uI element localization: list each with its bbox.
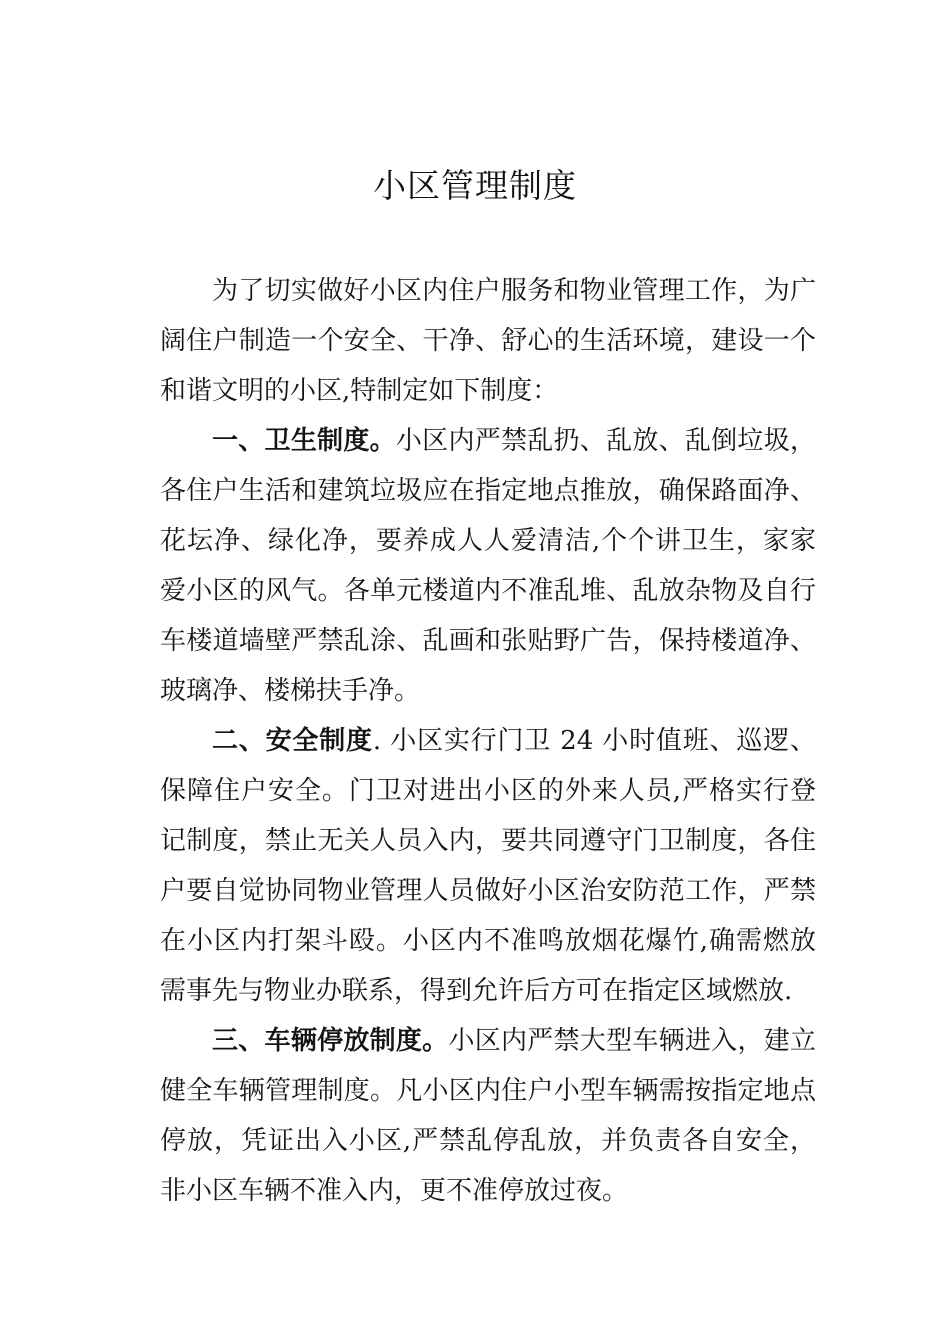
section-sanitation bbox=[160, 416, 816, 716]
section-heading-security: 二、安全制度 bbox=[212, 726, 373, 756]
intro-paragraph: 为了切实做好小区内住户服务和物业管理工作，为广阔住户制造一个安全、干净、舒心的生活环境，建设一个和谐文明的小区,特制定如下制度： bbox=[160, 276, 816, 406]
section-text-security: . 小区实行门卫 24 小时值班、巡逻、保障住户安全。门卫对进出小区的外来人员,严格实行登记制度，禁止无关人员入内，要共同遵守门卫制度，各住户要自觉协同物业管理人员做好小区治安防范工作，严禁在小区内打架斗殴。小区内不准鸣放烟花爆竹,确需燃放需事先与物业办联系，得到允许后方可在指定区域燃放. bbox=[160, 726, 816, 1006]
section-parking bbox=[160, 1016, 816, 1216]
section-text-parking: 小区内严禁大型车辆进入，建立健全车辆管理制度。凡小区内住户小型车辆需按指定地点停放，凭证出入小区,严禁乱停乱放，并负责各自安全，非小区车辆不准入内，更不准停放过夜。 bbox=[160, 1026, 816, 1206]
section-heading-parking: 三、车辆停放制度。 bbox=[212, 1026, 449, 1056]
section-text-sanitation: 小区内严禁乱扔、乱放、乱倒垃圾，各住户生活和建筑垃圾应在指定地点推放，确保路面净、花坛净、绿化净，要养成人人爱清洁,个个讲卫生，家家爱小区的风气。各单元楼道内不准乱堆、乱放杂物及自行车楼道墙壁严禁乱涂、乱画和张贴野广告，保持楼道净、玻璃净、楼梯扶手净。 bbox=[160, 426, 816, 706]
document-title: 小区管理制度 bbox=[373, 166, 577, 205]
section-security bbox=[160, 716, 816, 1016]
document-body bbox=[160, 266, 816, 1216]
section-heading-sanitation: 一、卫生制度。 bbox=[212, 426, 396, 456]
